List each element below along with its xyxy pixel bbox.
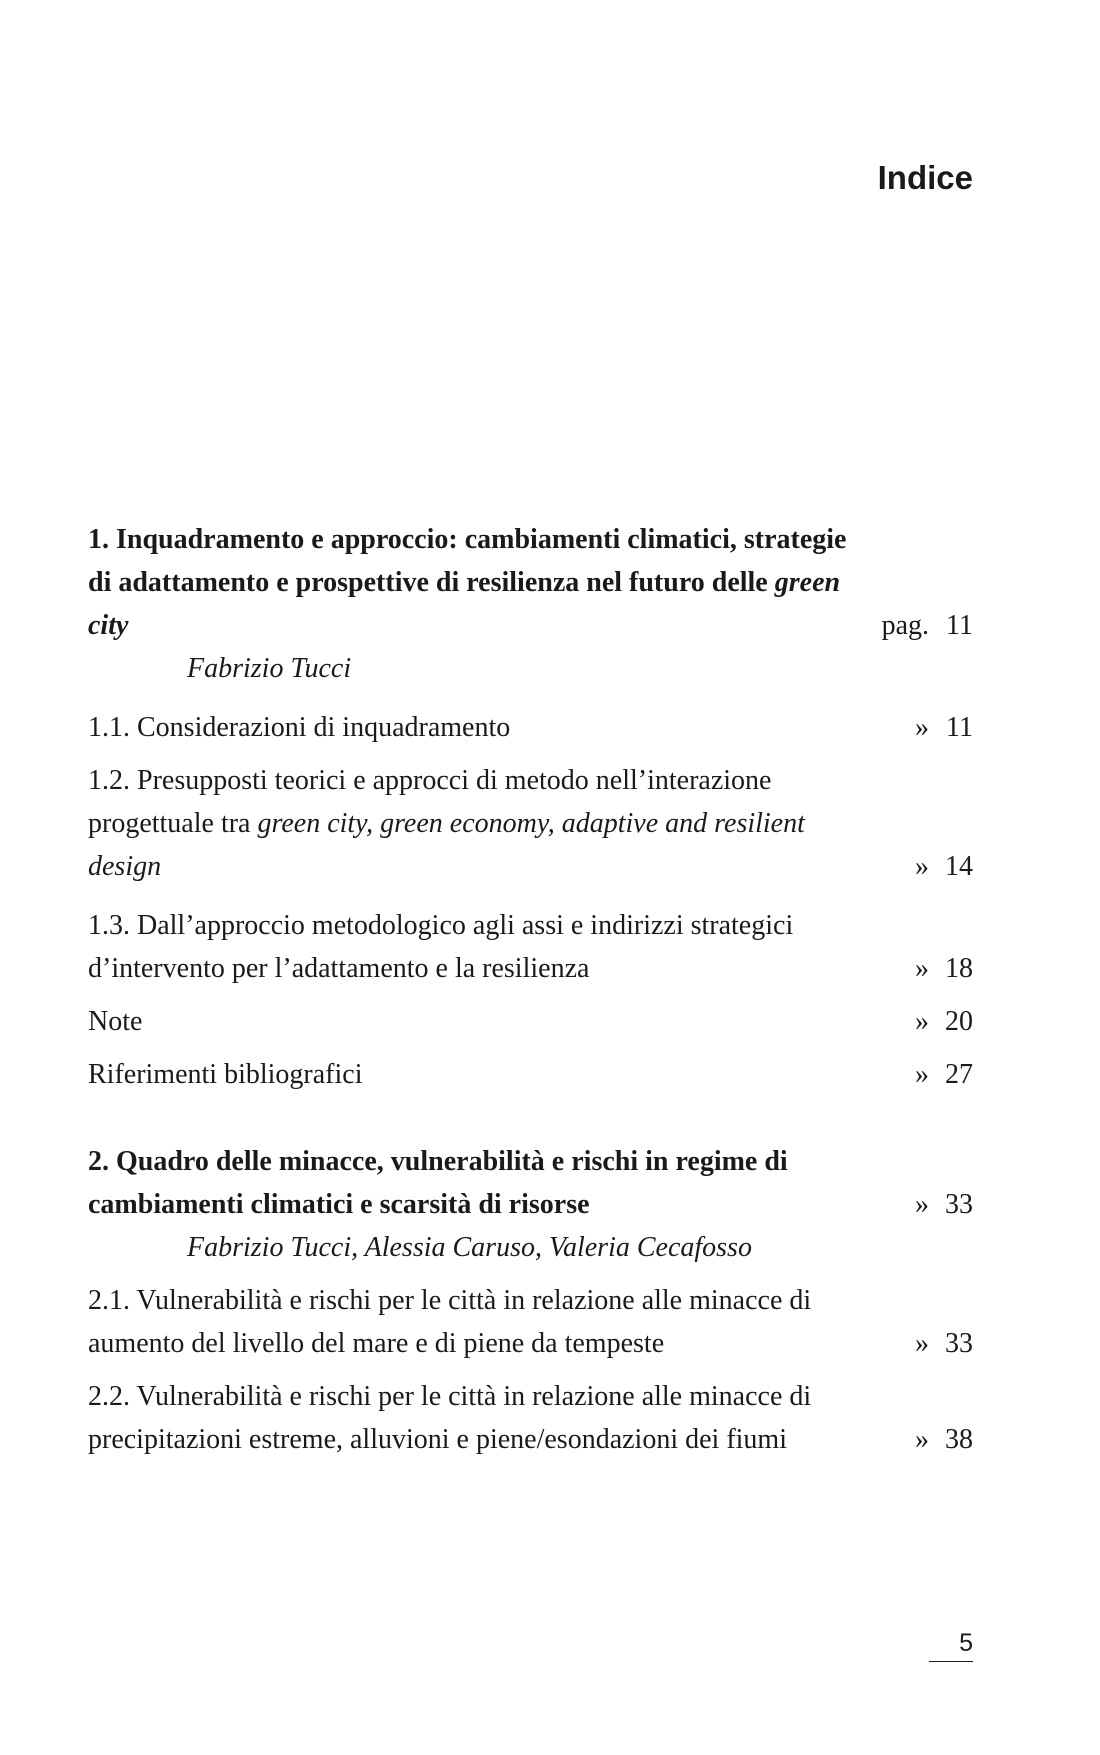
page-number: 38	[945, 1424, 973, 1455]
toc-section-1-2-page	[884, 845, 973, 888]
toc-note[interactable]	[88, 1000, 973, 1043]
page-marker: »	[915, 1189, 929, 1220]
toc-chapter-2-title: 2. Quadro delle minacce, vulnerabilità e rischi in regime di cambiamenti climatici e scarsità di risorse	[88, 1146, 788, 1220]
page-number: 33	[945, 1189, 973, 1220]
toc-riferimenti[interactable]	[88, 1053, 973, 1096]
page-marker: »	[915, 851, 929, 882]
page-marker: »	[915, 953, 929, 984]
toc-chapter-1-page	[882, 604, 973, 647]
page-number-rule	[929, 1661, 973, 1662]
toc-section-1-3-page	[884, 947, 973, 990]
toc-note-title: Note	[88, 1006, 143, 1037]
toc-section-2-1[interactable]	[88, 1279, 973, 1365]
page-marker: »	[915, 1424, 929, 1455]
page-number: 20	[945, 1006, 973, 1037]
page-marker: »	[915, 1059, 929, 1090]
toc-chapter-2[interactable]	[88, 1140, 973, 1226]
toc-chapter-2-page	[884, 1183, 973, 1226]
toc-riferimenti-page	[884, 1053, 973, 1096]
toc-section-2-2-page	[884, 1418, 973, 1461]
page-number: 27	[945, 1059, 973, 1090]
toc-section-1-2-title-italic: green city, green economy, adaptive and resilient design	[88, 808, 805, 882]
page-number: 14	[945, 851, 973, 882]
toc-section-1-2-title: 1.2. Presupposti teorici e approcci di metodo nell’interazione progettuale tra green city, green economy, adaptive and resilient design	[88, 765, 805, 882]
toc-section-2-2[interactable]	[88, 1375, 973, 1461]
toc-chapter-1-author: Fabrizio Tucci	[187, 653, 352, 684]
page-number: 11	[946, 712, 973, 743]
page-number: 18	[945, 953, 973, 984]
toc-section-1-1[interactable]	[88, 706, 973, 749]
page-marker: »	[915, 1006, 929, 1037]
toc-chapter-1-title-italic: green city	[88, 567, 841, 641]
page-marker: pag.	[881, 610, 929, 641]
toc-chapter-1[interactable]	[88, 518, 973, 647]
toc-riferimenti-title: Riferimenti bibliografici	[88, 1059, 363, 1090]
toc-chapter-1-title: 1. Inquadramento e approccio: cambiamenti climatici, strategie di adattamento e prospettive di resilienza nel futuro delle green city	[88, 524, 847, 641]
toc-section-1-1-title: 1.1. Considerazioni di inquadramento	[88, 712, 511, 743]
toc-section-1-2[interactable]	[88, 759, 973, 888]
page-marker: »	[915, 712, 929, 743]
toc-section-1-1-page	[884, 706, 973, 749]
page-number-footer: 5	[959, 1629, 973, 1657]
page-marker: »	[915, 1328, 929, 1359]
toc-note-page	[884, 1000, 973, 1043]
toc-section-2-1-title: 2.1. Vulnerabilità e rischi per le città in relazione alle minacce di aumento del livello del mare e di piene da tempeste	[88, 1285, 812, 1359]
toc-section-2-2-title: 2.2. Vulnerabilità e rischi per le città in relazione alle minacce di precipitazioni estreme, alluvioni e piene/esondazioni dei fiumi	[88, 1381, 812, 1455]
toc-section-1-3-title: 1.3. Dall’approccio metodologico agli assi e indirizzi strategici d’intervento per l’adattamento e la resilienza	[88, 910, 794, 984]
page-number: 33	[945, 1328, 973, 1359]
page-number: 11	[946, 610, 973, 641]
toc-chapter-2-author: Fabrizio Tucci, Alessia Caruso, Valeria Cecafosso	[187, 1232, 752, 1263]
toc-section-2-1-page	[884, 1322, 973, 1365]
page-title: Indice	[877, 159, 973, 196]
toc-section-1-3[interactable]	[88, 904, 973, 990]
table-of-contents	[88, 518, 973, 1461]
